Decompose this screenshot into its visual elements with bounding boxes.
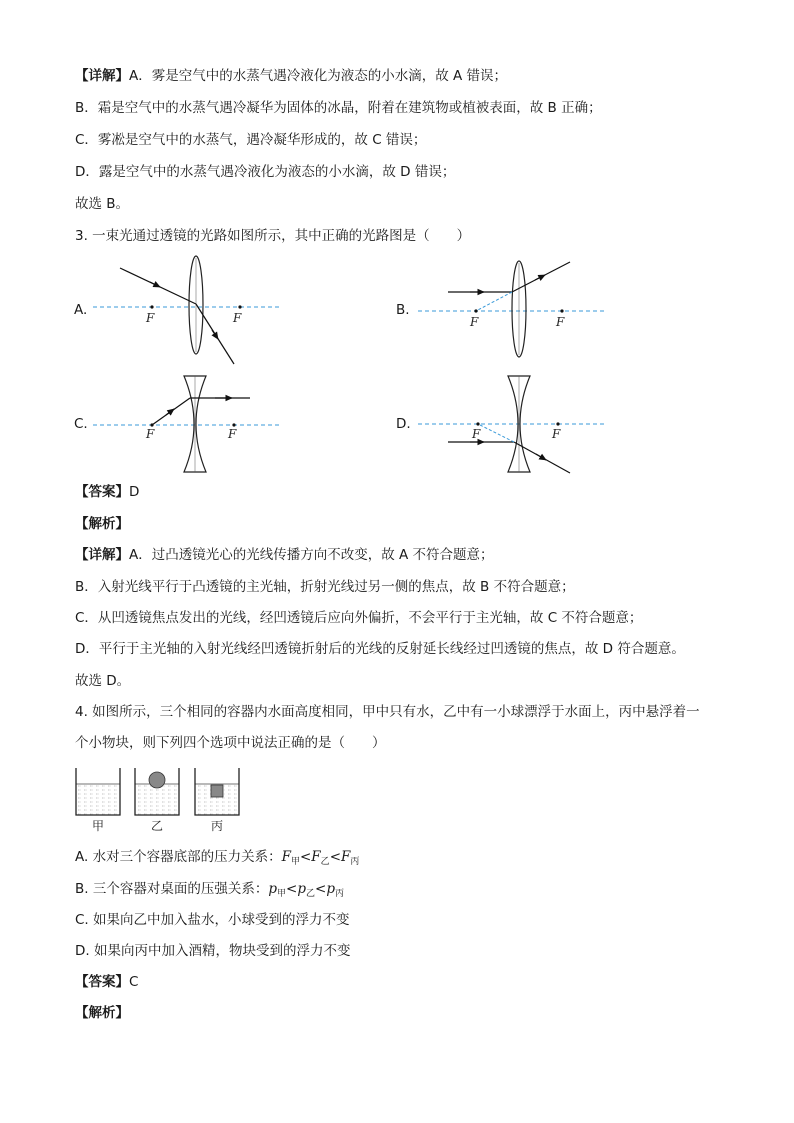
q3-detail-line4: D．平行于主光轴的入射光线经凹透镜折射后的光线的反射延长线经过凹透镜的焦点，故 D 符合题意。	[75, 641, 685, 657]
q3-b-focus-left: F	[470, 315, 479, 329]
q3-option-a-label: A.	[74, 302, 88, 318]
q4-stem-line1: 4. 如图所示，三个相同的容器内水面高度相同，甲中只有水，乙中有一小球漂浮于水面上，丙中悬浮着一	[75, 704, 700, 720]
container-yi-label: 乙	[151, 819, 164, 833]
q3-conclusion: 故选 D。	[75, 673, 131, 689]
container-yi	[135, 768, 179, 833]
q3-option-d-label: D.	[396, 416, 411, 432]
q2-conclusion: 故选 B。	[75, 196, 130, 212]
q4-option-a: A. 水对三个容器底部的压力关系：$F_甲<F_乙<F_丙$	[75, 849, 360, 867]
q3-d-focus-right: F	[552, 427, 561, 441]
q3-answer: 【答案】D	[75, 484, 140, 500]
container-bing	[195, 768, 239, 833]
q3-option-b-label: B.	[396, 302, 410, 318]
q4-analysis-tag: 【解析】	[75, 1005, 129, 1021]
q3-a-focus-left: F	[146, 311, 155, 325]
q4-option-c: C. 如果向乙中加入盐水，小球受到的浮力不变	[75, 912, 350, 928]
q3-detail-line2: B．入射光线平行于凸透镜的主光轴，折射光线过另一侧的焦点，故 B 不符合题意；	[75, 579, 575, 595]
q3-detail-line3: C．从凹透镜焦点发出的光线，经凹透镜后应向外偏折，不会平行于主光轴，故 C 不符合题意；	[75, 610, 643, 626]
floating-ball	[149, 772, 165, 788]
container-jia	[76, 768, 120, 833]
q4-answer: 【答案】C	[75, 974, 139, 990]
q2-detail-line2: B．霜是空气中的水蒸气遇冷凝华为固体的冰晶，附着在建筑物或植被表面，故 B 正确；	[75, 100, 602, 116]
q3-option-c-label: C.	[74, 416, 88, 432]
q4-option-b: B. 三个容器对桌面的压强关系：$p_甲<p_乙<p_丙$	[75, 881, 344, 899]
q3-detail-line1: 【详解】A．过凸透镜光心的光线传播方向不改变，故 A 不符合题意；	[75, 547, 494, 563]
q3-stem: 3. 一束光通过透镜的光路如图所示，其中正确的光路图是（ ）	[75, 228, 471, 244]
q2-detail-line3: C．雾凇是空气中的水蒸气，遇冷凝华形成的，故 C 错误；	[75, 132, 427, 148]
q4-stem-line2: 个小物块，则下列四个选项中说法正确的是（ ）	[75, 735, 386, 751]
q3-a-focus-right: F	[233, 311, 242, 325]
q2-detail-line4: D．露是空气中的水蒸气遇冷液化为液态的小水滴，故 D 错误；	[75, 164, 456, 180]
q3-c-focus-right: F	[228, 427, 237, 441]
container-jia-label: 甲	[92, 819, 105, 833]
q2-detail-line1: 【详解】A．雾是空气中的水蒸气遇冷液化为液态的小水滴，故 A 错误；	[75, 68, 508, 84]
q3-b-focus-right: F	[556, 315, 565, 329]
q3-c-focus-left: F	[146, 427, 155, 441]
container-bing-label: 丙	[211, 819, 224, 833]
q3-d-focus-left: F	[472, 427, 481, 441]
q3-analysis-tag: 【解析】	[75, 516, 129, 532]
suspended-block	[211, 785, 223, 797]
q4-option-d: D. 如果向丙中加入酒精，物块受到的浮力不变	[75, 943, 351, 959]
